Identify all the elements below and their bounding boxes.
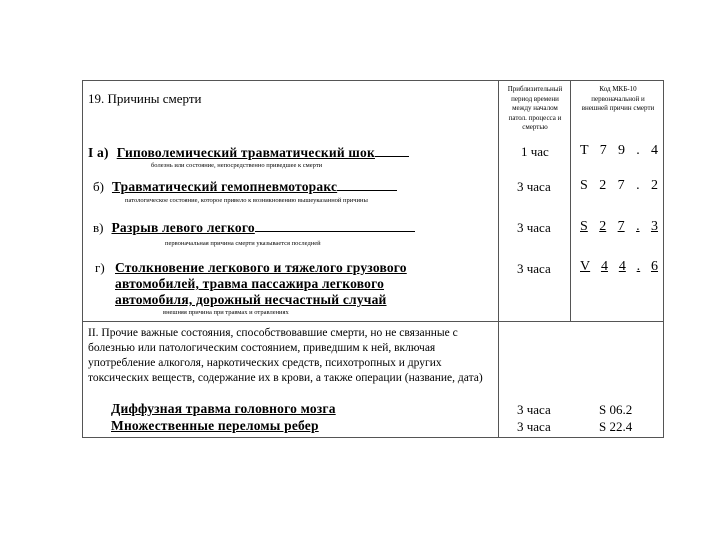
row-label: I а)	[88, 145, 109, 160]
cause-text-line-1: Столкновение легкового и тяжелого грузового	[115, 260, 407, 275]
code-char: 7	[599, 143, 607, 158]
interval-value: 3 часа	[517, 220, 551, 235]
code-char: 7	[617, 219, 625, 234]
icd-code	[580, 143, 658, 159]
row-label: в)	[93, 220, 104, 235]
code-char: .	[636, 178, 640, 193]
column-divider-code	[570, 81, 571, 321]
cause-text: Гиповолемический травматический шок	[116, 145, 375, 160]
interval-value: 3 часа	[517, 179, 551, 194]
code-char: .	[636, 219, 640, 234]
cause-text-line-2: автомобилей, травма пассажира легкового	[115, 276, 385, 291]
part2-interval-2: 3 часа	[517, 419, 551, 434]
code-char: 4	[651, 143, 658, 158]
icd-code	[580, 219, 658, 235]
part2-code-2: S 22.4	[599, 419, 633, 434]
part2-code-1: S 06.2	[599, 402, 633, 417]
part2-interval-1: 3 часа	[517, 402, 551, 417]
code-char: 4	[618, 259, 626, 274]
interval-column-header: Приблизительный период времени между началом патол. процесса и смертью	[507, 85, 563, 131]
part2-item-1: Диффузная травма головного мозга	[111, 401, 336, 416]
code-char: V	[580, 259, 591, 274]
cause-row-b	[93, 178, 397, 196]
row-label: б)	[93, 179, 104, 194]
code-char: S	[580, 219, 588, 234]
death-certificate-table	[82, 80, 664, 438]
fill-line	[255, 220, 415, 232]
cause-text: Разрыв левого легкого	[111, 220, 255, 235]
cause-text: Травматический гемопневмоторакс	[111, 179, 338, 194]
row-label: г)	[95, 260, 105, 275]
interval-value: 3 часа	[517, 261, 551, 276]
part2-description: II. Прочие важные состояния, способствовавшие смерти, но не связанные с болезнью или патологическим состоянием, приведшим к ней, включая употребление алкоголя, наркотических средств, психотропных и других токсических веществ, содержание их в крови, а также операции (название, дата)	[88, 327, 483, 384]
fill-line	[375, 145, 409, 157]
column-divider-interval	[498, 81, 499, 437]
code-char: 6	[651, 259, 658, 274]
row-sublabel: болезнь или состояние, непосредственно приведшее к смерти	[151, 162, 323, 169]
code-char: .	[636, 259, 641, 274]
code-char: 2	[599, 178, 607, 193]
cause-row-a	[88, 144, 409, 162]
row-sublabel: патологическое состояние, которое привело к возникновению вышеуказанной причины	[125, 197, 368, 204]
cause-row-c	[93, 219, 415, 237]
part2-item-2: Множественные переломы ребер	[111, 418, 319, 433]
code-char: 2	[650, 178, 658, 193]
icd-code	[580, 178, 658, 194]
code-char: .	[636, 143, 640, 158]
code-char: 4	[600, 259, 608, 274]
fill-line	[337, 179, 397, 191]
row-sublabel: внешняя причина при травмах и отравлениях	[163, 309, 289, 316]
row-sublabel: первоначальная причина смерти указывается последней	[165, 240, 321, 247]
icd-code	[580, 259, 658, 275]
code-char: 3	[650, 219, 658, 234]
code-char: 7	[617, 178, 625, 193]
cause-text-line-3: автомобиля, дорожный несчастный случай	[115, 292, 387, 307]
code-char: S	[580, 178, 588, 193]
row-divider-part2	[83, 321, 663, 322]
interval-value: 1 час	[521, 144, 549, 159]
code-char: 9	[618, 143, 626, 158]
code-char: 2	[599, 219, 607, 234]
code-char: Т	[580, 143, 589, 158]
code-column-header: Код МКБ-10 первоначальной и внешней причин смерти	[581, 85, 655, 112]
section-title: 19. Причины смерти	[88, 91, 202, 106]
